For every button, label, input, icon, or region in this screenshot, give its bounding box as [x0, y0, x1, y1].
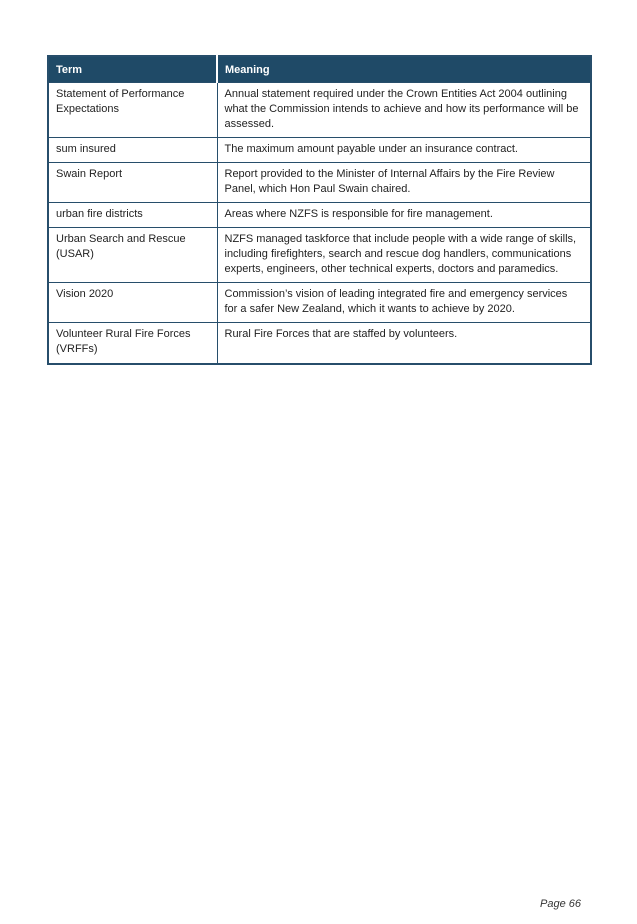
- table-row: [48, 83, 591, 138]
- meaning-cell: Report provided to the Minister of Internal Affairs by the Fire Review Panel, which Hon Paul Swain chaired.: [217, 163, 591, 203]
- table-row: [48, 163, 591, 203]
- term-cell: Statement of Performance Expectations: [48, 83, 217, 138]
- term-cell: Swain Report: [48, 163, 217, 203]
- table-header-row: [48, 56, 591, 83]
- term-column-header: Term: [48, 56, 217, 83]
- term-cell: Urban Search and Rescue (USAR): [48, 228, 217, 283]
- term-cell: Vision 2020: [48, 283, 217, 323]
- term-cell: urban fire districts: [48, 203, 217, 228]
- table-row: [48, 138, 591, 163]
- glossary-table: [47, 55, 592, 365]
- term-cell: Volunteer Rural Fire Forces (VRFFs): [48, 323, 217, 365]
- table-row: [48, 283, 591, 323]
- meaning-cell: Annual statement required under the Crown Entities Act 2004 outlining what the Commission intends to achieve and how its performance will be assessed.: [217, 83, 591, 138]
- table-row: [48, 228, 591, 283]
- table-row: [48, 323, 591, 365]
- meaning-cell: NZFS managed taskforce that include people with a wide range of skills, including firefighters, search and rescue dog handlers, communications experts, engineers, other technical experts, doctors and paramedics.: [217, 228, 591, 283]
- meaning-column-header: Meaning: [217, 56, 591, 83]
- table-row: [48, 203, 591, 228]
- term-cell: sum insured: [48, 138, 217, 163]
- page-number: Page 66: [540, 898, 581, 910]
- meaning-cell: Commission’s vision of leading integrated fire and emergency services for a safer New Zealand, which it wants to achieve by 2020.: [217, 283, 591, 323]
- meaning-cell: Rural Fire Forces that are staffed by volunteers.: [217, 323, 591, 365]
- meaning-cell: The maximum amount payable under an insurance contract.: [217, 138, 591, 163]
- meaning-cell: Areas where NZFS is responsible for fire management.: [217, 203, 591, 228]
